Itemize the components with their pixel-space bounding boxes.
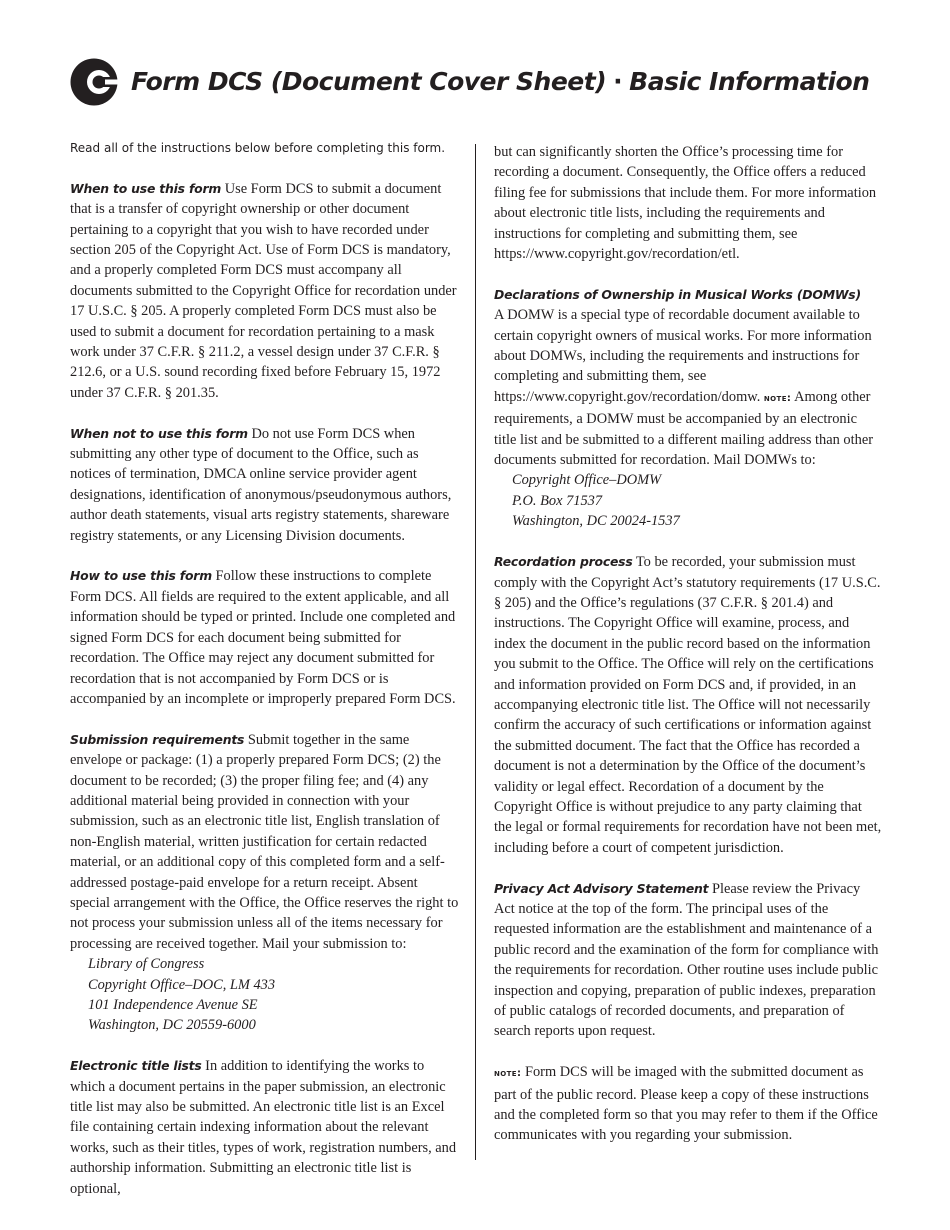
domw-text-after-note: Among other requirements, a DOMW must be accompanied by an electronic title list and be submitted to a different mailing address than other documents submitted for recordation. Mail DOMWs to:: [494, 388, 873, 469]
section-domw: [494, 285, 882, 532]
section-body: Please review the Privacy Act notice at the top of the form. The principal uses of the requested information are the establishment and maintenance of a public record and the examination of the form for compliance with the requirements for recordation. Other routine uses include public inspection and copying, preparation of public indexes, preparation of public catalogs of recorded documents, and preparation of search reports upon request.: [494, 880, 879, 1040]
address-line: Copyright Office–DOC, LM 433: [88, 976, 276, 993]
copyright-office-logo-icon: [70, 58, 118, 106]
section-heading: How to use this form: [70, 568, 212, 584]
title-main: Form DCS (Document Cover Sheet): [131, 67, 607, 96]
section-electronic-title-lists: [70, 1056, 461, 1199]
section-heading: Declarations of Ownership in Musical Works (DOMWs): [494, 286, 861, 302]
title-separator: ·: [613, 67, 623, 96]
address-line: P.O. Box 71537: [512, 492, 603, 509]
section-body: Use Form DCS to submit a document that is a transfer of copyright ownership or other document pertaining to a copyright that you wish to have recorded under section 205 of the Copyright Act. Use of Form DCS is mandatory, and a properly completed Form DCS must accompany all documents submitted to the Copyright Office for recordation under 17 U.S.C. § 205. A properly completed Form DCS must also be used to submit a document for recordation pertaining to a mask work under 37 C.F.R. § 211.2, a vessel design under 37 C.F.R. § 212.6, or a U.S. sound recording fixed before February 15, 1972 under 37 C.F.R. § 201.35.: [70, 180, 457, 401]
note-label: note:: [494, 1068, 522, 1080]
section-when-not-to-use: [70, 424, 461, 546]
section-heading: Privacy Act Advisory Statement: [494, 880, 709, 896]
section-body: In addition to identifying the works to which a document pertains in the paper submission, an electronic title list may also be submitted. An electronic title list is an Excel file containing certain indexing information about the relevant works, such as their titles, types of work, registration numbers, and authorship information. Submitting an electronic title list is optional,: [70, 1058, 457, 1197]
submission-mailing-address: [70, 954, 461, 1036]
section-body: Follow these instructions to complete Form DCS. All fields are required to the extent applicable, and all information should be typed or printed. Include one completed and signed Form DCS for each document being submitted for recordation. The Office may reject any document submitted for recordation that is not accompanied by Form DCS or is accompanied by an incomplete or improperly prepared Form DCS.: [70, 568, 456, 707]
address-line: Library of Congress: [88, 956, 205, 973]
page-title: [131, 64, 869, 100]
section-heading: When not to use this form: [70, 425, 248, 441]
section-heading: Recordation process: [494, 554, 633, 570]
section-heading: When to use this form: [70, 180, 222, 196]
section-heading: Electronic title lists: [70, 1058, 202, 1074]
note-label: note:: [763, 392, 792, 404]
section-heading: Submission requirements: [70, 731, 245, 747]
section-body: Do not use Form DCS when submitting any other type of document to the Office, such as notices of termination, DMCA online service provider agent designations, identification of anonymous/pseudonymous authors, author death statements, visual arts registry statements, shareware registry statements, or any Licensing Division documents.: [70, 425, 452, 544]
section-body: [494, 305, 882, 470]
section-privacy-act: [494, 879, 882, 1042]
title-sub: Basic Information: [629, 67, 870, 96]
section-final-note: [494, 1062, 882, 1146]
section-submission: [70, 730, 461, 954]
section-body: To be recorded, your submission must comply with the Copyright Act’s statutory requirements (17 U.S.C. § 205) and the Office’s regulations (37 C.F.R. § 201.4) and instructions. The Copyright Office will examine, process, and index the document in the public record based on the information you submit to the Office. The Office will rely on the certifications and information provided on Form DCS and, if provided, in an accompanying electronic title list. The Office will not necessarily confirm the accuracy of such certifications or information against the submitted document. The fact that the Office has recorded a document is not a determination by the Office of the document’s validity or legal effect. Recordation of a document by the Copyright Office is without prejudice to any party claiming that the legal or formal requirements for recordation have not been met, including before a court of competent jurisdiction.: [494, 554, 882, 856]
section-when-to-use: [70, 179, 461, 403]
section-recordation-process: [494, 552, 882, 858]
section-electronic-title-lists-continued: but can significantly shorten the Office’s processing time for recording a document. Consequently, the Office offers a reduced filing fee for submissions that include them. For more information about electronic title lists, including the requirements and instructions for completing and submitting them, see https://www.copyright.gov/recordation/etl.: [494, 144, 877, 263]
section-how-to-use: [70, 566, 461, 709]
section-body: Submit together in the same envelope or package: (1) a properly prepared Form DCS; (2) the document to be recorded; (3) the proper filing fee; and (4) any additional material being provided in connection with your submission, such as an electronic title list, English translation of non-English material, written justification for certain redacted material, or an additional copy of this completed form and a self-addressed postage-paid envelope for a return receipt. Absent special arrangement with the Office, the Office reserves the right to not process your submission unless all of the items necessary for processing are received together. Mail your submission to:: [70, 731, 459, 952]
address-line: Copyright Office–DOMW: [512, 472, 662, 489]
domw-text: A DOMW is a special type of recordable document available to certain copyright owners of musical works. For more information about DOMWs, including the requirements and instructions for completing and submitting them, see https://www.copyright.gov/recordation/domw.: [494, 307, 872, 405]
address-line: 101 Independence Avenue SE: [88, 997, 258, 1013]
address-line: Washington, DC 20024-1537: [512, 513, 680, 530]
right-column: [494, 142, 882, 1166]
section-body: Form DCS will be imaged with the submitted document as part of the public record. Please keep a copy of these instructions and the completed form so that you may refer to them if the Office communicates with you regarding your submission.: [494, 1064, 878, 1144]
domw-mailing-address: [494, 470, 882, 531]
left-column: [70, 138, 461, 1199]
address-line: Washington, DC 20559-6000: [88, 1017, 256, 1034]
intro-text: Read all of the instructions below before completing this form.: [70, 141, 446, 155]
page-header: [70, 58, 890, 108]
column-divider: [475, 144, 476, 1160]
